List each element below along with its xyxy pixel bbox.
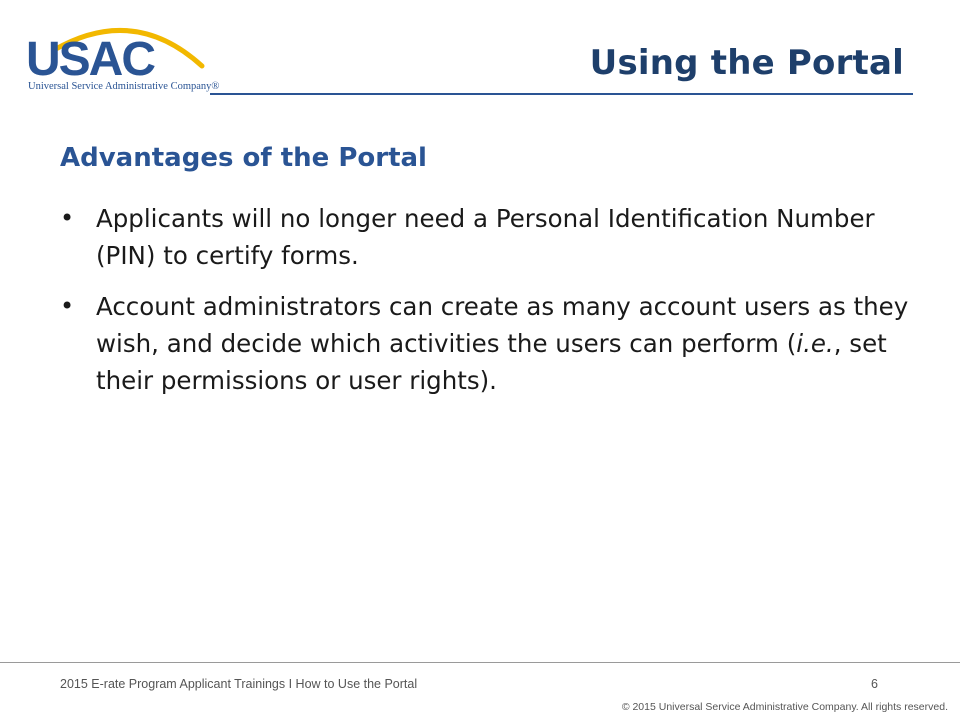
- logo-wordmark: USAC: [26, 33, 155, 86]
- bullet-list: [60, 200, 910, 413]
- copyright-notice: © 2015 Universal Service Administrative Company. All rights reserved.: [621, 701, 948, 713]
- footer-divider: [0, 662, 960, 663]
- bullet-text: [96, 292, 908, 395]
- usac-logo: [14, 14, 220, 94]
- bullet-item: [60, 288, 910, 399]
- bullet-text-italic: i.e.: [796, 329, 834, 358]
- page-number: 6: [871, 677, 878, 691]
- logo-tagline: Universal Service Administrative Company®: [28, 81, 220, 92]
- title-divider: [210, 93, 913, 95]
- bullet-text-part: Account administrators can create as many account users as they wish, and decide which activities the users can perform (: [96, 292, 909, 358]
- bullet-item: [60, 200, 910, 274]
- bullet-icon: •: [60, 204, 75, 232]
- footer-caption: 2015 E-rate Program Applicant Trainings I How to Use the Portal: [60, 677, 418, 691]
- bullet-text: Applicants will no longer need a Personal Identification Number (PIN) to certify forms.: [96, 204, 875, 270]
- slide-subtitle: Advantages of the Portal: [60, 143, 427, 173]
- bullet-text-part: , set their permissions or user rights).: [96, 329, 887, 395]
- bullet-icon: •: [60, 292, 75, 320]
- slide-title: Using the Portal: [589, 43, 904, 83]
